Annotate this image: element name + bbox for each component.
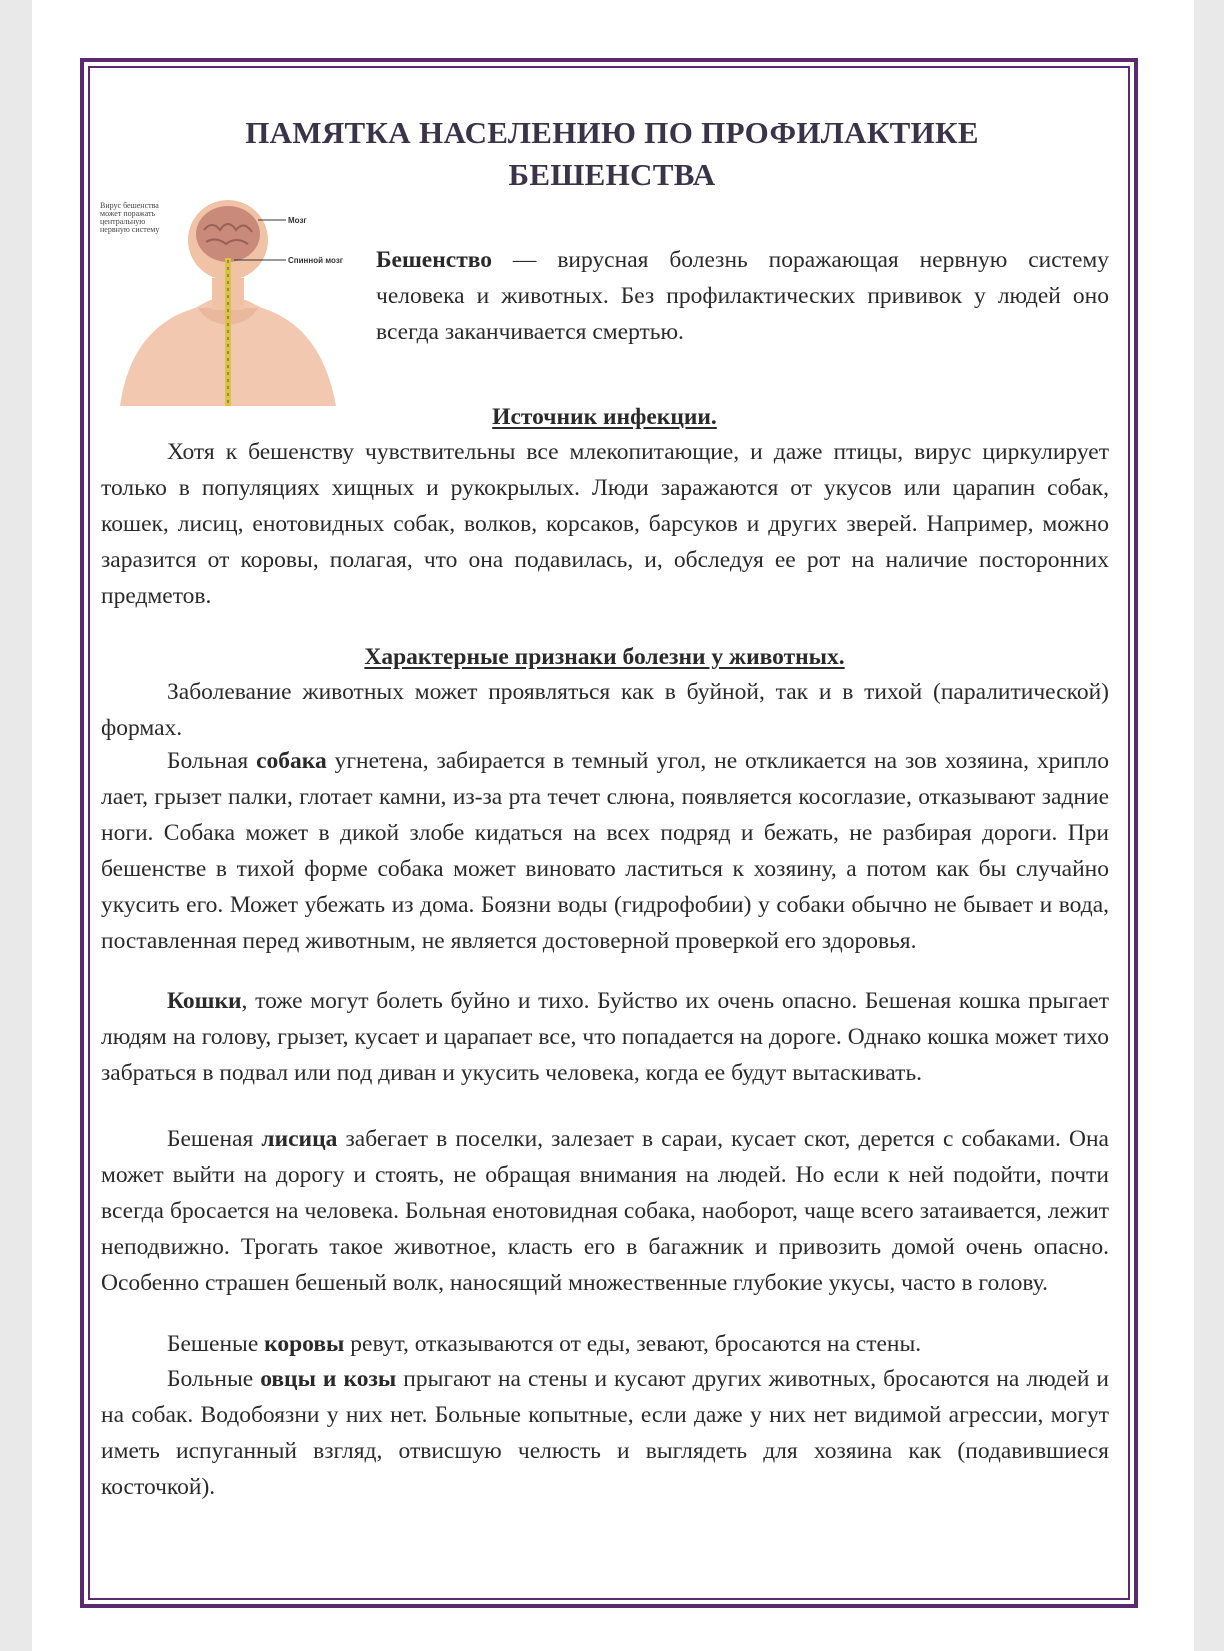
label-brain: Мозг [288,216,307,225]
section-heading-source: Источник инфекции. [492,404,717,430]
term-fox: лисица [261,1126,338,1152]
title-line-2: БЕШЕНСТВА [508,157,716,192]
cow-paragraph: Бешеные коровы ревут, отказываются от еды, зевают, бросаются на стены. [167,1331,922,1357]
nervous-system-illustration [100,200,356,406]
intro-text: — вирусная болезнь поражающая нервную систему человека и животных. Без профилактических прививок у людей оно всегда заканчивается смертью. [376,247,1109,345]
term-dog: собака [256,748,327,774]
source-paragraph: Хотя к бешенству чувствительны все млекопитающие, и даже птицы, вирус циркулирует только в популяциях хищных и рукокрылых. Люди заражаются от укусов или царапин собак, кошек, лисиц, енотовидных собак, волков, корсаков, барсуков и других зверей. Например, можно заразится от коровы, полагая, что она подавилась, и, обследуя ее рот на наличие посторонних предметов. [101,439,1109,609]
title-line-1: ПАМЯТКА НАСЕЛЕНИЮ ПО ПРОФИЛАКТИКЕ [245,115,979,150]
signs-intro-paragraph: Заболевание животных может проявляться как в буйной, так и в тихой (паралитической) формах. [101,679,1109,741]
caption-text: Вирус бешенства может поражать центральную нервную систему [100,201,160,234]
term-cat: Кошки [167,988,242,1014]
cat-paragraph: Кошки, тоже могут болеть буйно и тихо. Буйство их очень опасно. Бешеная кошка прыгает людям на голову, грызет, кусает и царапает все, что попадается на дороге. Однако кошка может тихо забраться в подвал или под диван и укусить человека, когда ее будут вытаскивать. [101,988,1109,1086]
term-cow: коровы [264,1331,345,1357]
sheep-goat-paragraph: Больные овцы и козы прыгают на стены и кусают других животных, бросаются на людей и на собак. Водобоязни у них нет. Больные копытные, если даже у них нет видимой агрессии, могут иметь испуганный взгляд, отвисшую челюсть и выглядеть для хозяина как (подавившиеся косточкой). [101,1366,1109,1500]
term-sheep-goat: овцы и козы [260,1366,397,1392]
term-rabies: Бешенство [376,247,493,273]
dog-paragraph: Больная собака угнетена, забирается в темный угол, не откликается на зов хозяина, хрипло лает, грызет палки, глотает камни, из-за рта течет слюна, появляется косоглазие, отказывают задние ноги. Собака может в дикой злобе кидаться на всех подряд и бежать, не разбирая дороги. При бешенстве в тихой форме собака может виновато ластиться к хозяину, а потом как бы случайно укусить его. Может убежать из дома. Боязни воды (гидрофобии) у собаки обычно не бывает и вода, поставленная перед животным, не является достоверной проверкой его здоровья. [101,748,1109,954]
page-title [150,112,1074,196]
label-spine: Спинной мозг [288,256,344,265]
fox-paragraph: Бешеная лисица забегает в поселки, залезает в сараи, кусает скот, дерется с собаками. Она может выйти на дорогу и стоять, не обращая внимания на людей. Но если к ней подойти, почти всегда бросается на человека. Больная енотовидная собака, наоборот, чаще всего затаивается, лежит неподвижно. Трогать такое животное, класть его в багажник и привозить домой очень опасно. Особенно страшен бешеный волк, наносящий множественные глубокие укусы, часто в голову. [101,1126,1109,1296]
section-heading-signs: Характерные признаки болезни у животных. [364,644,845,670]
intro-paragraph [376,242,1109,350]
